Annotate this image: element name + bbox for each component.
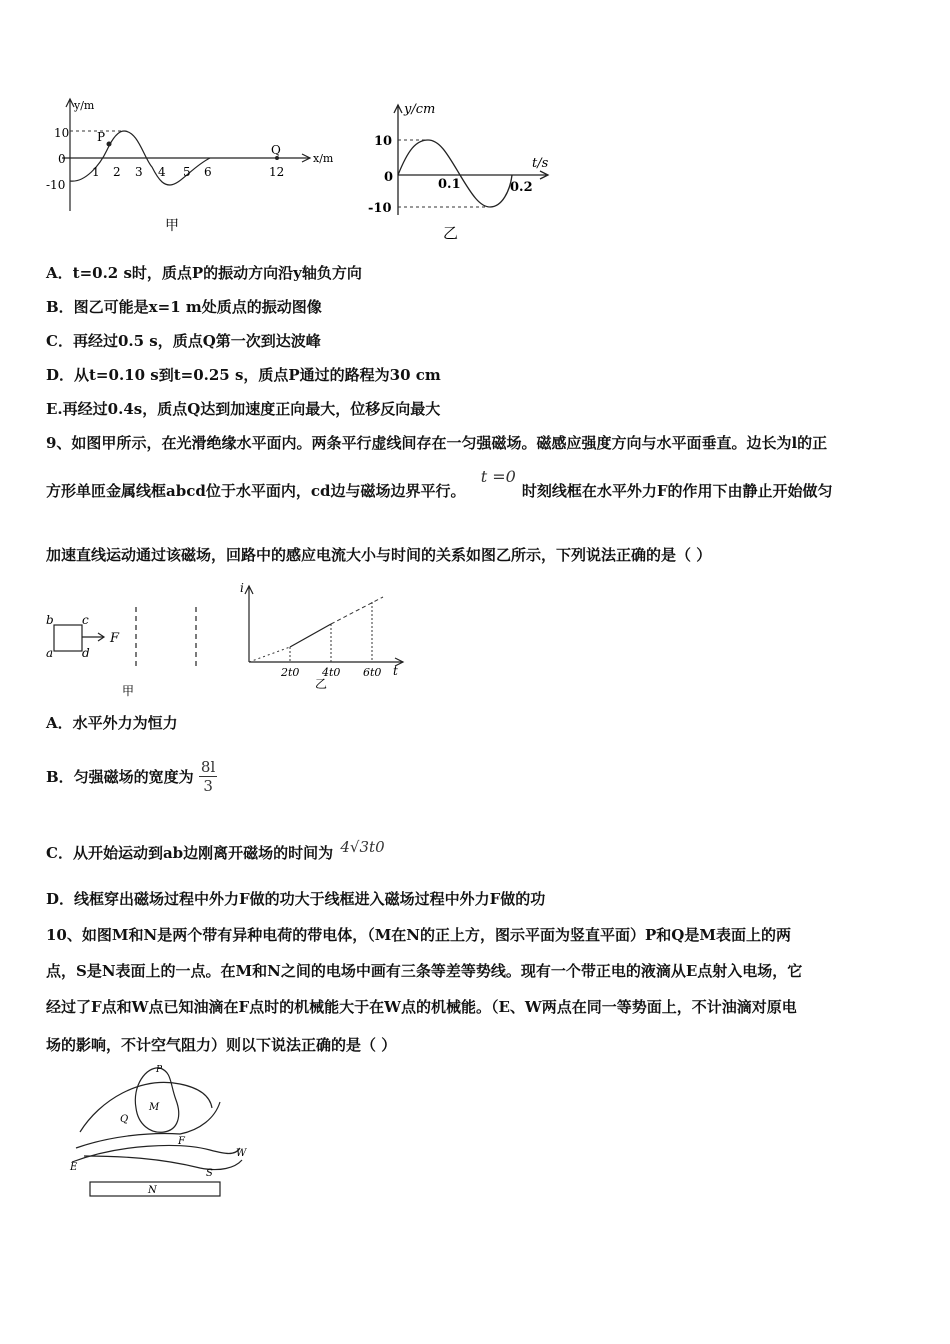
q9-figure-yi (235, 580, 410, 690)
label-p: P (156, 1065, 163, 1075)
point-p-label: P (97, 130, 106, 144)
label-a: a (46, 646, 54, 660)
y-axis-label: y/m (74, 99, 95, 112)
y-tick-0: 0 (58, 152, 66, 166)
q9-stem-line2-a: 方形单匝金属线框abcd位于水平面内，cd边与磁场边界平行。 (46, 482, 466, 500)
figure-caption-yi: 乙 (443, 224, 459, 242)
x-tick-1: 1 (92, 165, 100, 179)
x-tick-4t0: 4t0 (322, 666, 341, 679)
q9-option-c (46, 838, 385, 863)
q9-option-b-text: B．匀强磁场的宽度为 (46, 768, 194, 786)
label-e: E (70, 1162, 78, 1173)
q8-option-b: B．图乙可能是x=1 m处质点的振动图像 (46, 298, 322, 316)
q9-stem-line1: 9、如图甲所示，在光滑绝缘水平面内。两条平行虚线间存在一匀强磁场。磁感应强度方向与水平面垂直。边长为l的正 (46, 434, 828, 452)
fraction-denominator: 3 (203, 777, 213, 795)
figure-caption-yi: 乙 (315, 677, 328, 690)
x-tick-0-1: 0.1 (438, 177, 461, 192)
q10-stem-line3: 经过了F点和W点已知油滴在F点时的机械能大于在W点的机械能。（E、W两点在同一等势面上，不计油滴对原电 (46, 998, 797, 1016)
q10-stem-line4: 场的影响，不计空气阻力）则以下说法正确的是（ ） (46, 1036, 397, 1054)
x-tick-3: 3 (135, 165, 143, 179)
q9-option-a: A．水平外力为恒力 (46, 714, 178, 732)
label-m: M (149, 1102, 160, 1113)
label-force-f: F (110, 631, 120, 646)
q10-electric-field-figure (60, 1058, 260, 1203)
math-4-sqrt3-t0: 4√3t0 (340, 838, 385, 856)
x-tick-0-2: 0.2 (510, 180, 533, 195)
label-n: N (148, 1185, 157, 1196)
q9-stem-line2 (46, 467, 833, 501)
label-f: F (178, 1136, 185, 1147)
fraction-8l-over-3 (199, 758, 217, 795)
vibration-graph-yi (360, 95, 560, 245)
point-p-marker (107, 142, 112, 147)
y-tick-10: 10 (374, 134, 393, 149)
q8-option-e: E.再经过0.4s，质点Q达到加速度正向最大，位移反向最大 (46, 400, 441, 418)
q8-option-a: A．t=0.2 s时，质点P的振动方向沿y轴负方向 (46, 264, 362, 282)
t-axis-label: t (393, 664, 398, 678)
label-c: c (82, 613, 89, 627)
x-tick-6: 6 (204, 165, 212, 179)
label-d: d (82, 646, 90, 660)
q9-stem-line2-b: 时刻线框在水平外力F的作用下由静止开始做匀 (521, 482, 833, 500)
q8-option-d: D．从t=0.10 s到t=0.25 s，质点P通过的路程为30 cm (46, 366, 441, 384)
x-tick-6t0: 6t0 (363, 666, 382, 679)
figure-caption-jia: 甲 (122, 684, 135, 698)
label-s: S (206, 1168, 213, 1179)
y-tick-0: 0 (384, 170, 394, 185)
x-tick-4: 4 (158, 165, 166, 179)
q9-math-t0: t =0 (480, 467, 516, 486)
q10-stem-line1: 10、如图M和N是两个带有异种电荷的带电体，（M在N的正上方，图示平面为竖直平面）P和Q是M表面上的两 (46, 926, 791, 944)
x-tick-2: 2 (113, 165, 121, 179)
y-tick-neg10: -10 (368, 201, 392, 216)
q8-option-c: C．再经过0.5 s，质点Q第一次到达波峰 (46, 332, 321, 350)
y-axis-label: y/cm (404, 102, 436, 117)
fraction-numerator: 8l (200, 758, 216, 776)
x-tick-5: 5 (183, 165, 191, 179)
q9-option-b (46, 758, 217, 795)
q9-option-d: D．线框穿出磁场过程中外力F做的功大于线框进入磁场过程中外力F做的功 (46, 890, 546, 908)
q9-stem-line3: 加速直线运动通过该磁场，回路中的感应电流大小与时间的关系如图乙所示，下列说法正确的是（ ） (46, 546, 712, 564)
label-b: b (46, 613, 54, 627)
point-q-label: Q (271, 143, 281, 157)
x-tick-12: 12 (269, 165, 285, 179)
y-tick-10: 10 (54, 126, 70, 140)
x-tick-2t0: 2t0 (281, 666, 300, 679)
y-tick-neg10: -10 (46, 178, 66, 192)
x-axis-label: x/m (313, 152, 334, 165)
x-axis-label: t/s (532, 156, 549, 171)
wave-graph-jia (40, 95, 350, 240)
q9-option-c-text: C．从开始运动到ab边刚离开磁场的时间为 (46, 844, 334, 862)
figure-caption-jia: 甲 (165, 218, 179, 234)
i-axis-label: i (240, 581, 244, 595)
q10-stem-line2: 点，S是N表面上的一点。在M和N之间的电场中画有三条等差等势线。现有一个带正电的液滴从E点射入电场，它 (46, 962, 803, 980)
label-q: Q (120, 1114, 129, 1125)
label-w: W (236, 1148, 247, 1159)
q9-figure-jia (40, 605, 220, 700)
